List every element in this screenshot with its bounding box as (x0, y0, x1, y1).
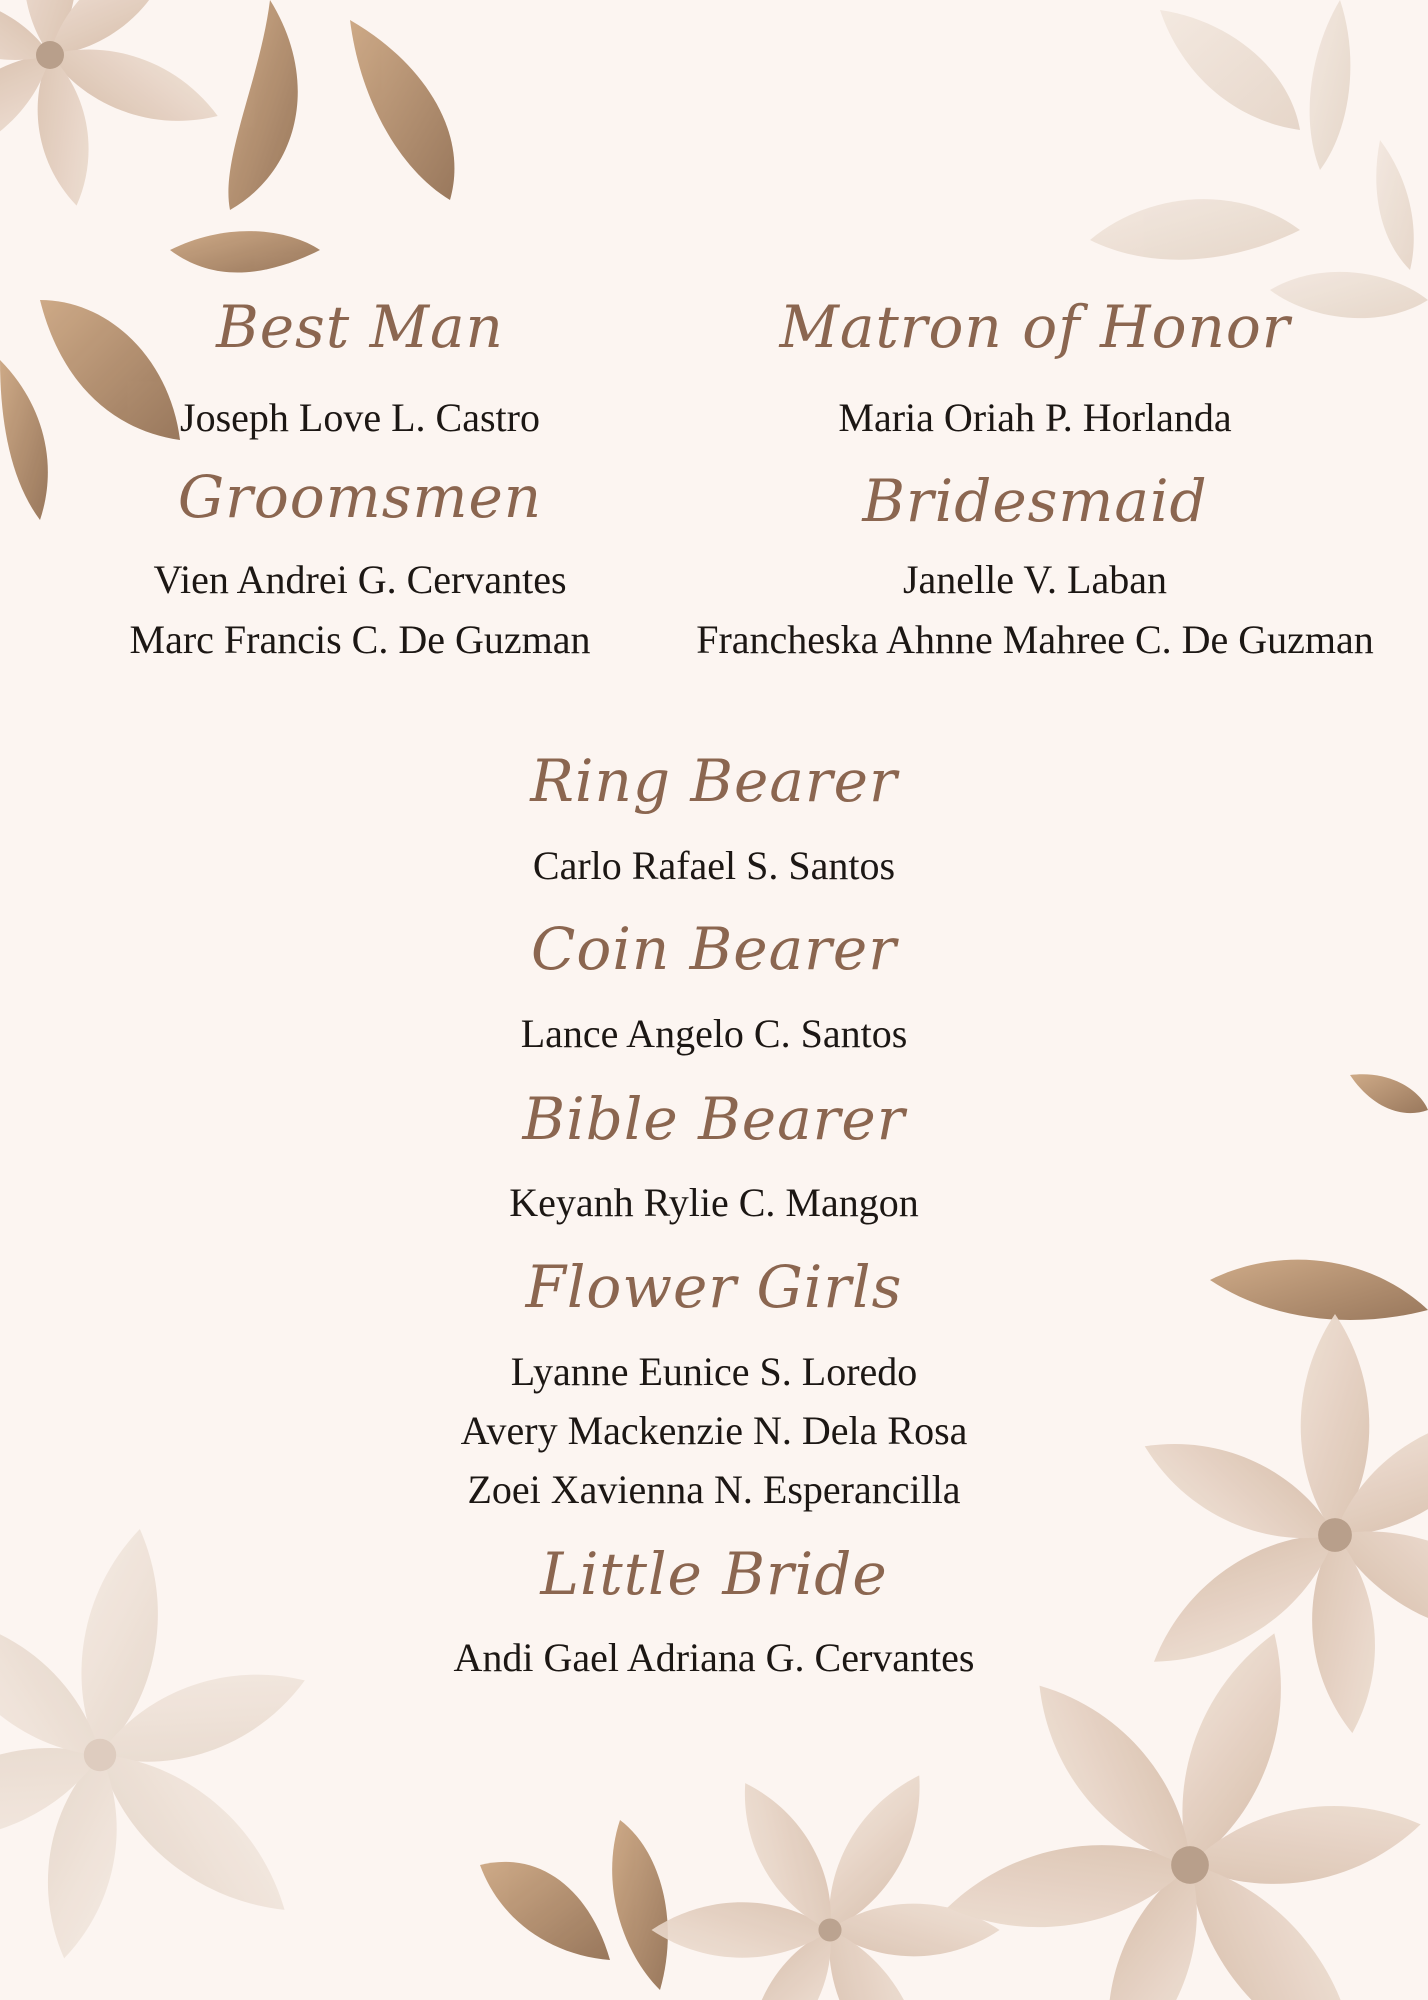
flower-girl-name: Zoei Xavienna N. Esperancilla (467, 1467, 961, 1512)
ring-bearer-heading: Ring Bearer (530, 747, 898, 815)
bridesmaid-heading: Bridesmaid (862, 467, 1208, 535)
little-bride-heading: Little Bride (540, 1540, 888, 1608)
best-man-heading: Best Man (216, 293, 504, 361)
little-bride-name: Andi Gael Adriana G. Cervantes (453, 1635, 975, 1680)
poinsettia-flower-icon (652, 1762, 1000, 2000)
bible-bearer-name: Keyanh Rylie C. Mangon (509, 1180, 919, 1225)
flower-girl-name: Avery Mackenzie N. Dela Rosa (460, 1408, 968, 1453)
bridesmaid-name: Francheska Ahnne Mahree C. De Guzman (696, 617, 1374, 662)
groomsman-name: Marc Francis C. De Guzman (129, 617, 591, 662)
flower-girls-heading: Flower Girls (525, 1253, 903, 1321)
matron-of-honor-name: Maria Oriah P. Horlanda (838, 395, 1232, 440)
coin-bearer-name: Lance Angelo C. Santos (520, 1011, 908, 1056)
poinsettia-flower-icon (0, 1523, 316, 1964)
groomsmen-heading: Groomsmen (177, 463, 543, 531)
bridesmaid-name: Janelle V. Laban (902, 557, 1167, 602)
bible-bearer-heading: Bible Bearer (522, 1085, 906, 1153)
coin-bearer-heading: Coin Bearer (531, 915, 897, 983)
brown-leaf-icon (1090, 0, 1428, 318)
flower-girl-name: Lyanne Eunice S. Loredo (510, 1349, 918, 1394)
poinsettia-flower-icon (0, 0, 227, 210)
ring-bearer-name: Carlo Rafael S. Santos (532, 843, 896, 888)
groomsman-name: Vien Andrei G. Cervantes (153, 557, 567, 602)
matron-of-honor-heading: Matron of Honor (779, 293, 1291, 361)
best-man-name: Joseph Love L. Castro (180, 395, 540, 440)
